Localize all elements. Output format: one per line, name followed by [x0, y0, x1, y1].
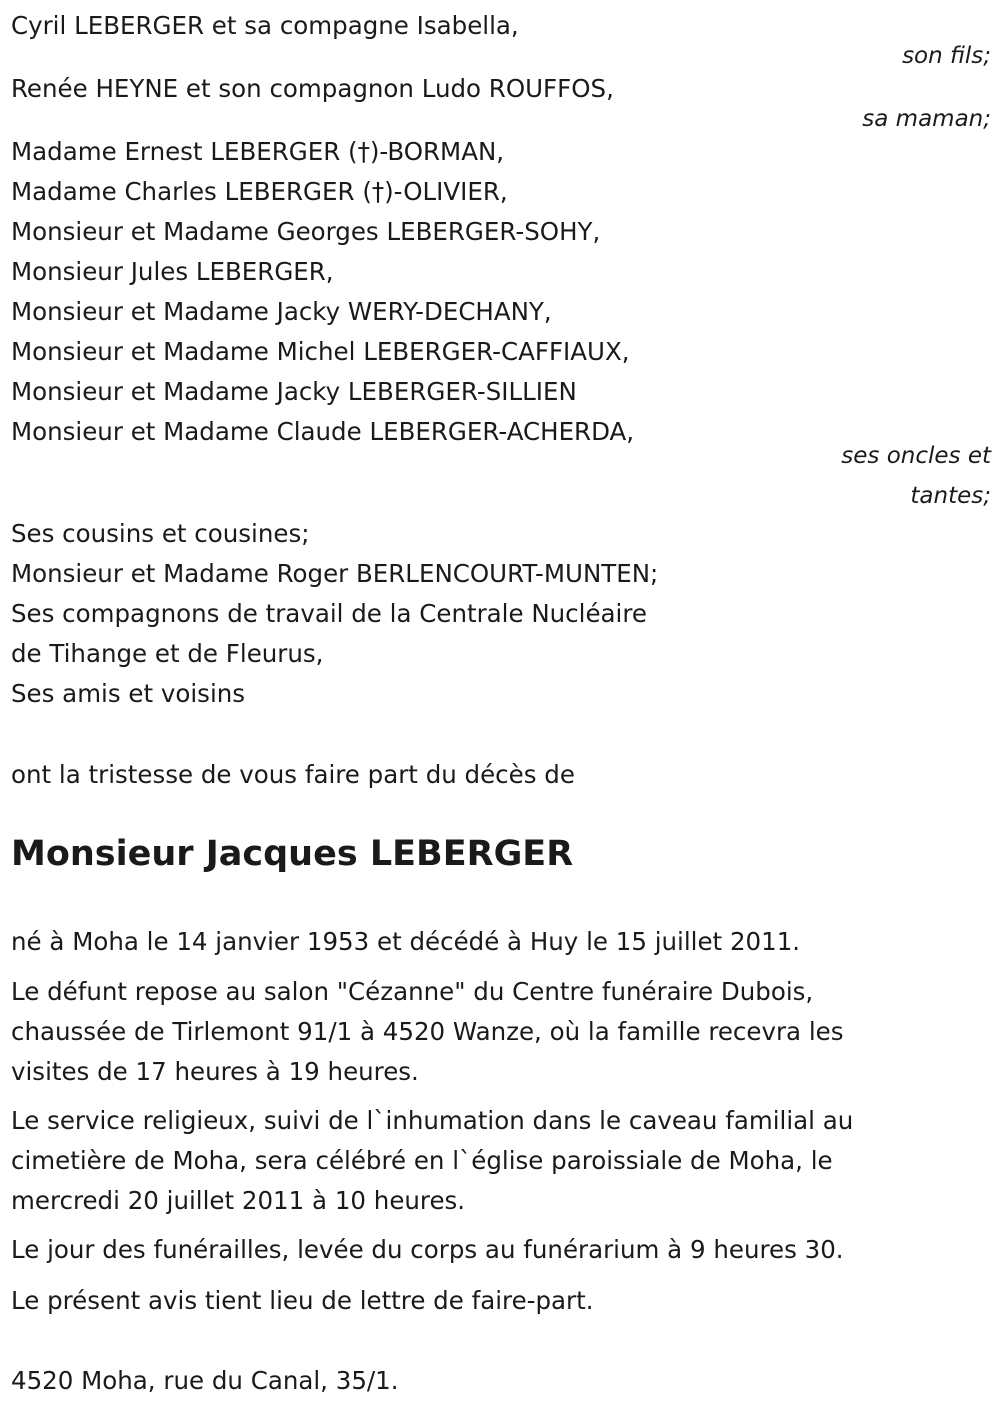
details-line: cimetière de Moha, sera célébré en l`église paroissiale de Moha, le	[11, 1146, 833, 1175]
family-role: son fils;	[902, 43, 991, 69]
deceased-name: Monsieur Jacques LEBERGER	[11, 834, 574, 874]
family-line: Monsieur et Madame Claude LEBERGER-ACHERDA,	[11, 417, 635, 446]
family-line: Monsieur et Madame Michel LEBERGER-CAFFIAUX,	[11, 337, 630, 366]
details-paragraph-notice	[11, 1281, 594, 1321]
details-line: Le jour des funérailles, levée du corps au funérarium à 9 heures 30.	[11, 1235, 844, 1264]
others-line: de Tihange et de Fleurus,	[11, 639, 324, 668]
family-line: Monsieur et Madame Jacky WERY-DECHANY,	[11, 297, 552, 326]
details-paragraph-visitation	[11, 972, 844, 1092]
details-paragraph-funeral	[11, 1230, 844, 1270]
others-line: Ses cousins et cousines;	[11, 519, 310, 548]
family-group-uncles-aunts	[11, 132, 991, 516]
others-list	[11, 514, 991, 714]
details-line: né à Moha le 14 janvier 1953 et décédé à Huy le 15 juillet 2011.	[11, 927, 801, 956]
others-line: Monsieur et Madame Roger BERLENCOURT-MUNTEN;	[11, 559, 659, 588]
family-line: Monsieur et Madame Georges LEBERGER-SOHY,	[11, 217, 601, 246]
family-line: Renée HEYNE et son compagnon Ludo ROUFFOS,	[11, 74, 614, 103]
details-line: Le présent avis tient lieu de lettre de faire-part.	[11, 1286, 594, 1315]
details-line: visites de 17 heures à 19 heures.	[11, 1057, 419, 1086]
details-paragraph-service	[11, 1101, 853, 1221]
family-line: Cyril LEBERGER et sa compagne Isabella,	[11, 11, 519, 40]
family-role: sa maman;	[862, 106, 991, 132]
details-paragraph-birth-death	[11, 922, 800, 962]
family-role: ses oncles et	[841, 443, 991, 469]
family-role: tantes;	[910, 483, 991, 509]
family-line: Madame Charles LEBERGER (†)-OLIVIER,	[11, 177, 508, 206]
family-line: Monsieur et Madame Jacky LEBERGER-SILLIEN	[11, 377, 577, 406]
family-line: Monsieur Jules LEBERGER,	[11, 257, 334, 286]
details-line: Le défunt repose au salon "Cézanne" du Centre funéraire Dubois,	[11, 977, 814, 1006]
others-line: Ses compagnons de travail de la Centrale Nucléaire	[11, 599, 647, 628]
family-line: Madame Ernest LEBERGER (†)-BORMAN,	[11, 137, 505, 166]
family-address: 4520 Moha, rue du Canal, 35/1.	[11, 1366, 399, 1395]
details-line: mercredi 20 juillet 2011 à 10 heures.	[11, 1186, 466, 1215]
announcement: ont la tristesse de vous faire part du décès de	[11, 760, 575, 789]
family-group-son	[11, 6, 991, 76]
family-group-mother	[11, 69, 991, 139]
details-line: Le service religieux, suivi de l`inhumation dans le caveau familial au	[11, 1106, 854, 1135]
details-line: chaussée de Tirlemont 91/1 à 4520 Wanze, où la famille recevra les	[11, 1017, 844, 1046]
others-line: Ses amis et voisins	[11, 679, 246, 708]
